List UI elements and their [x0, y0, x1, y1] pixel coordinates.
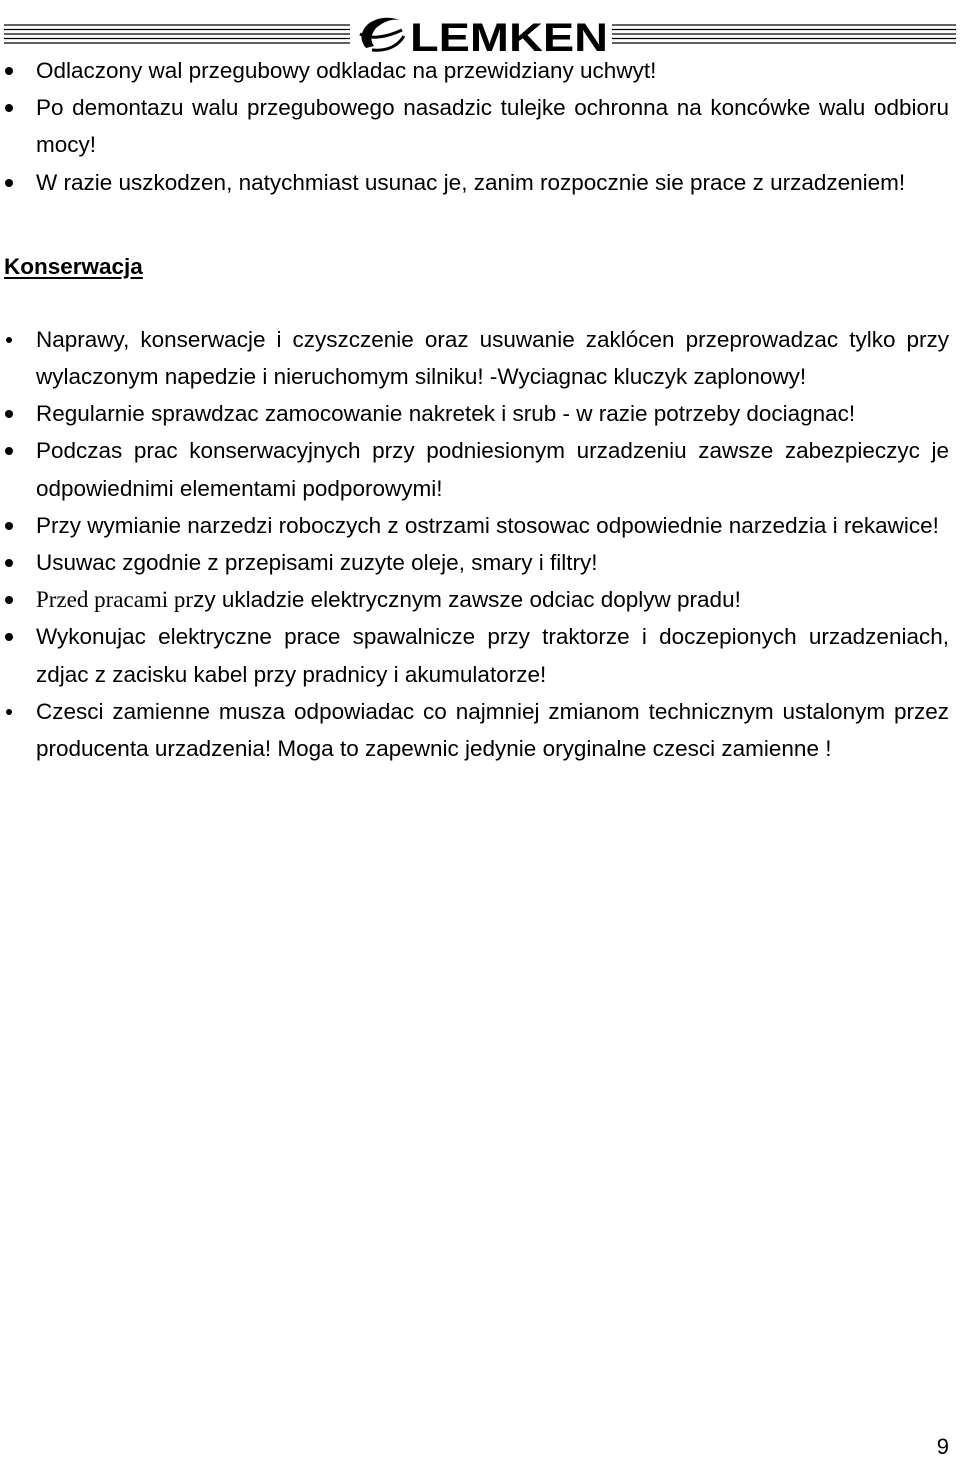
bullet-icon: [5, 179, 13, 187]
list-item: Odlaczony wal przegubowy odkladac na przewidziany uchwyt!: [0, 52, 960, 89]
list-item: Podczas prac konserwacyjnych przy podniesionym urzadzeniu zawsze zabezpieczyc je odpowiednimi elementami podporowymi!: [0, 432, 960, 506]
bullet-icon: [5, 522, 13, 530]
maintenance-bullet-list: [0, 321, 960, 767]
bullet-icon: [5, 67, 13, 75]
bullet-icon: [5, 410, 13, 418]
bullet-icon: [5, 447, 13, 455]
list-item: Wykonujac elektryczne prace spawalnicze przy traktorze i doczepionych urzadzeniach, zdjac z zacisku kabel przy pradnicy i akumulatorze!: [0, 618, 960, 692]
section-heading: Konserwacja: [4, 253, 143, 279]
bullet-icon: [5, 104, 13, 112]
bullet-icon: [5, 633, 13, 641]
bullet-icon: [5, 559, 13, 567]
list-item: Czesci zamienne musza odpowiadac co najmniej zmianom technicznym ustalonym przez producenta urzadzenia! Moga to zapewnic jedynie oryginalne czesci zamienne !: [0, 693, 960, 767]
list-item: Przy wymianie narzedzi roboczych z ostrzami stosowac odpowiednie narzedzia i rekawice!: [0, 507, 960, 544]
page-number: 9: [936, 1434, 949, 1459]
list-item: W razie uszkodzen, natychmiast usunac je, zanim rozpocznie sie prace z urzadzeniem!: [0, 164, 960, 201]
list-item: Regularnie sprawdzac zamocowanie nakretek i srub - w razie potrzeby dociagnac!: [0, 395, 960, 432]
bullet-icon: [6, 337, 12, 343]
list-item: Po demontazu walu przegubowego nasadzic tulejke ochronna na koncówke walu odbioru mocy!: [0, 89, 960, 163]
brand-wordmark: LEMKEN: [410, 16, 608, 58]
bullet-icon: [5, 596, 13, 604]
top-bullet-list: [0, 52, 960, 201]
list-item: Naprawy, konserwacje i czyszczenie oraz usuwanie zaklócen przeprowadzac tylko przy wylaczonym napedzie i nieruchomym silniku! -Wyciagnac kluczyk zaplonowy!: [0, 321, 960, 395]
bullet-icon: [6, 709, 12, 715]
list-item: Przed pracami przy ukladzie elektrycznym zawsze odciac doplyw pradu!: [0, 581, 960, 618]
page-content: [0, 52, 960, 767]
list-item: Usuwac zgodnie z przepisami zuzyte oleje, smary i filtry!: [0, 544, 960, 581]
